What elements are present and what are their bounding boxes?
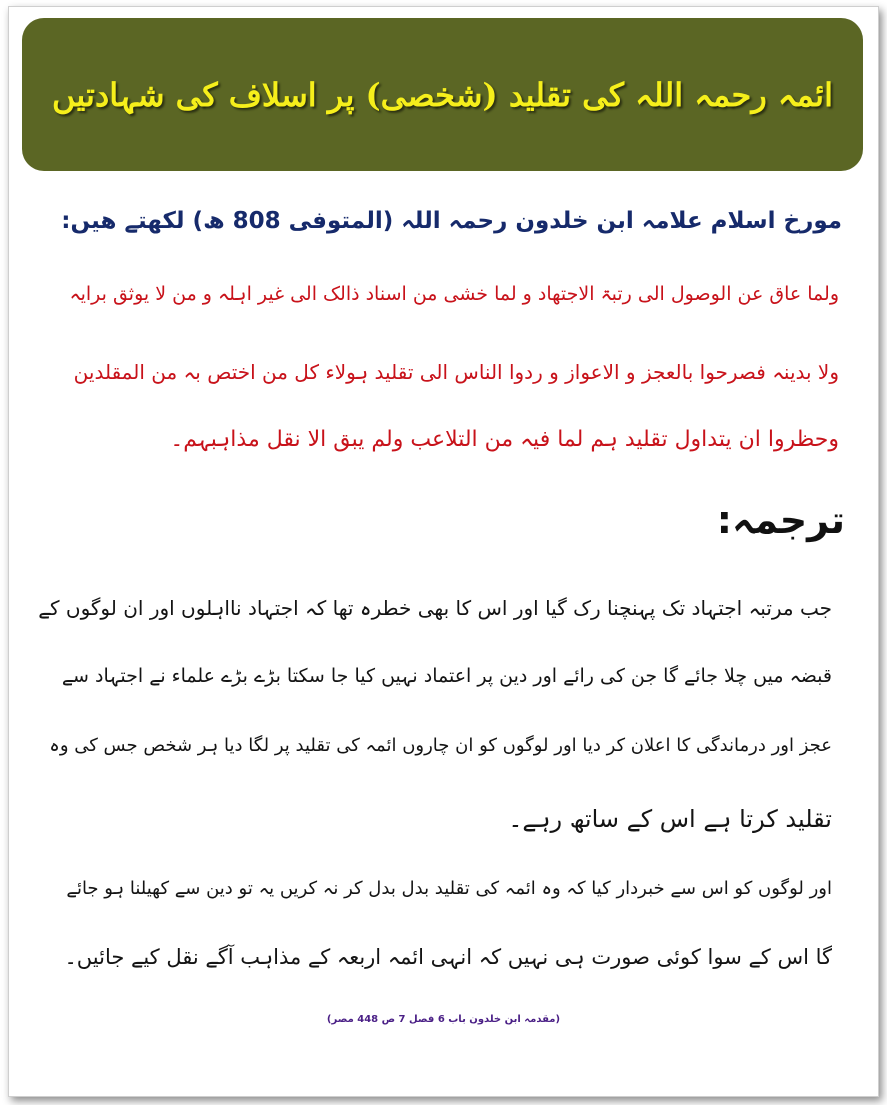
translation-heading: ترجمہ:: [716, 498, 845, 542]
banner-title: ائمہ رحمہ اللہ کی تقلید (شخصی) پر اسلاف کی شہادتیں: [52, 75, 833, 114]
reference-citation: (مقدمہ ابن خلدون باب 6 فصل 7 ص 448 مصر): [326, 1014, 561, 1025]
arabic-line-2: ولا بدینہ فصرحوا بالعجز و الاعواز و ردوا الناس الی تقلید ہولاء کل من اختص بہ من المقلدین: [73, 360, 839, 384]
translation-line-4: تقلید کرتا ہے اس کے ساتھ رہے۔: [508, 805, 832, 833]
arabic-line-1: ولما عاق عن الوصول الی رتبۃ الاجتھاد و لما خشی من اسناد ذالک الی غیر اہلہ و من لا یوثق برایہ: [69, 283, 839, 305]
arabic-line-3: وحظروا ان یتداول تقلید ہم لما فیہ من التلاعب ولم یبق الا نقل مذاہبہم۔: [170, 427, 839, 452]
title-banner: [22, 18, 863, 171]
translation-line-5: اور لوگوں کو اس سے خبردار کیا کہ وہ ائمہ کی تقلید بدل بدل کر نہ کریں یہ تو دین سے کھیلنا ہو جائے: [66, 878, 832, 899]
translation-line-6: گا اس کے سوا کوئی صورت ہی نہیں کہ انہی ائمہ اربعہ کے مذاہب آگے نقل کیے جائیں۔: [64, 945, 832, 969]
translation-line-1: جب مرتبہ اجتہاد تک پہنچنا رک گیا اور اس کا بھی خطرہ تھا کہ اجتہاد نااہلوں اور ان لوگوں کے: [38, 596, 832, 620]
section-heading: مورخ اسلام علامہ ابن خلدون رحمہ اللہ (المتوفی 808 ھ) لکھتے ھیں:: [61, 208, 842, 234]
translation-line-3: عجز اور درماندگی کا اعلان کر دیا اور لوگوں کو ان چاروں ائمہ کی تقلید پر لگا دیا ہر شخص جس کی وہ: [49, 735, 832, 756]
translation-line-2: قبضہ میں چلا جائے گا جن کی رائے اور دین پر اعتماد نہیں کیا جا سکتا بڑے بڑے علماء نے اجتہاد سے: [61, 665, 832, 687]
